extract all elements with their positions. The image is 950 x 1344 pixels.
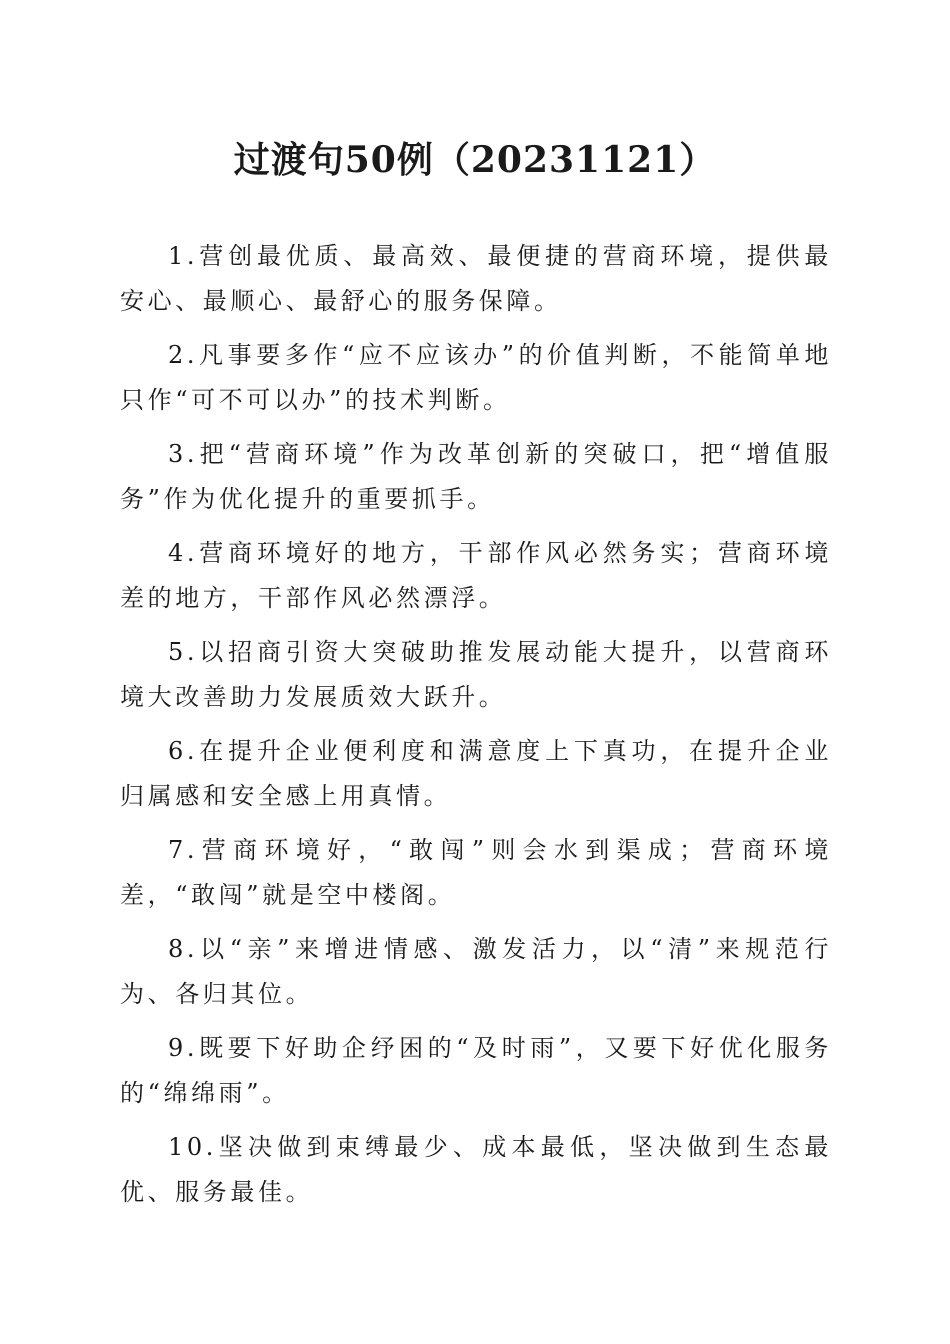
document-title: 过渡句50例（20231121） bbox=[233, 139, 717, 181]
paragraph-1: 1.营创最优质、最高效、最便捷的营商环境，提供最安心、最顺心、最舒心的服务保障。 bbox=[120, 242, 832, 315]
paragraph-10: 10.坚决做到束缚最少、成本最低，坚决做到生态最优、服务最佳。 bbox=[120, 1133, 832, 1206]
paragraph-6: 6.在提升企业便利度和满意度上下真功，在提升企业归属感和安全感上用真情。 bbox=[120, 737, 832, 810]
paragraph-5: 5.以招商引资大突破助推发展动能大提升，以营商环境大改善助力发展质效大跃升。 bbox=[120, 638, 832, 711]
paragraph-2: 2.凡事要多作“应不应该办”的价值判断，不能简单地只作“可不可以办”的技术判断。 bbox=[120, 341, 832, 414]
paragraph-8: 8.以“亲”来增进情感、激发活力，以“清”来规范行为、各归其位。 bbox=[120, 935, 832, 1008]
paragraph-4: 4.营商环境好的地方，干部作风必然务实；营商环境差的地方，干部作风必然漂浮。 bbox=[120, 539, 832, 612]
paragraph-9: 9.既要下好助企纾困的“及时雨”，又要下好优化服务的“绵绵雨”。 bbox=[120, 1034, 832, 1107]
document-body bbox=[120, 234, 832, 1224]
paragraph-7: 7.营商环境好，“敢闯”则会水到渠成；营商环境差，“敢闯”就是空中楼阁。 bbox=[120, 836, 832, 909]
paragraph-3: 3.把“营商环境”作为改革创新的突破口，把“增值服务”作为优化提升的重要抓手。 bbox=[120, 440, 832, 513]
